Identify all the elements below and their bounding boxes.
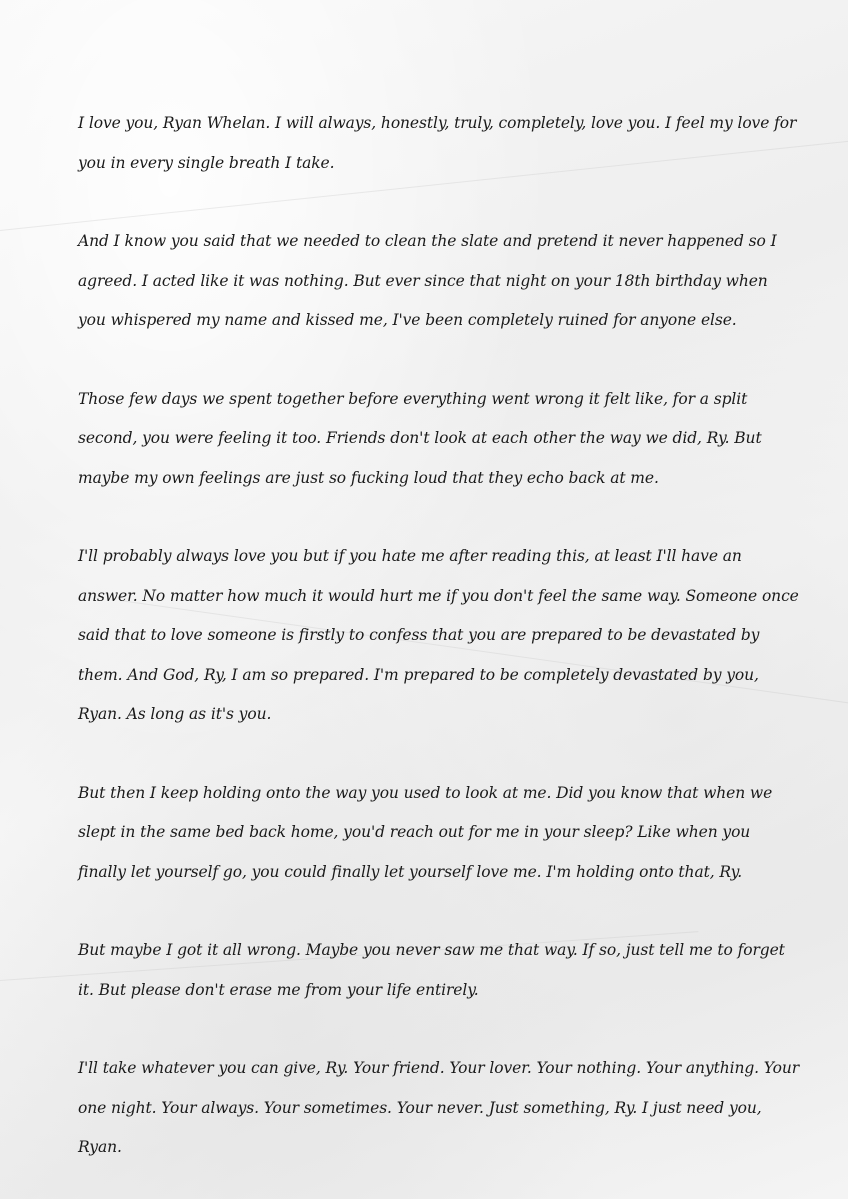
letter-paragraph-7: I'll take whatever you can give, Ry. Your friend. Your lover. Your nothing. Your anything. Your one night. Your always. Your sometimes. Your never. Just something, Ry. I just need you, Ryan. bbox=[78, 1059, 800, 1156]
letter-body bbox=[78, 104, 800, 1199]
letter-paragraph-2: And I know you said that we needed to clean the slate and pretend it never happened so I agreed. I acted like it was nothing. But ever since that night on your 18th birthday when you whispered my name and kissed me, I've been completely ruined for anyone else. bbox=[78, 232, 777, 329]
letter-paragraph-1: I love you, Ryan Whelan. I will always, honestly, truly, completely, love you. I feel my love for you in every single breath I take. bbox=[78, 114, 797, 172]
letter-paragraph-4: I'll probably always love you but if you hate me after reading this, at least I'll have an answer. No matter how much it would hurt me if you don't feel the same way. Someone once said that to love someone is firstly to confess that you are prepared to be devastated by them. And God, Ry, I am so prepared. I'm prepared to be completely devastated by you, Ryan. As long as it's you. bbox=[78, 547, 799, 723]
letter-paragraph-6: But maybe I got it all wrong. Maybe you never saw me that way. If so, just tell me to forget it. But please don't erase me from your life entirely. bbox=[78, 941, 785, 999]
letter-paragraph-5: But then I keep holding onto the way you used to look at me. Did you know that when we slept in the same bed back home, you'd reach out for me in your sleep? Like when you finally let yourself go, you could finally let yourself love me. I'm holding onto that, Ry. bbox=[78, 783, 773, 881]
letter-paragraph-3: Those few days we spent together before everything went wrong it felt like, for a split second, you were feeling it too. Friends don't look at each other the way we did, Ry. But maybe my own feelings are just so fucking loud that they echo back at me. bbox=[78, 389, 762, 487]
